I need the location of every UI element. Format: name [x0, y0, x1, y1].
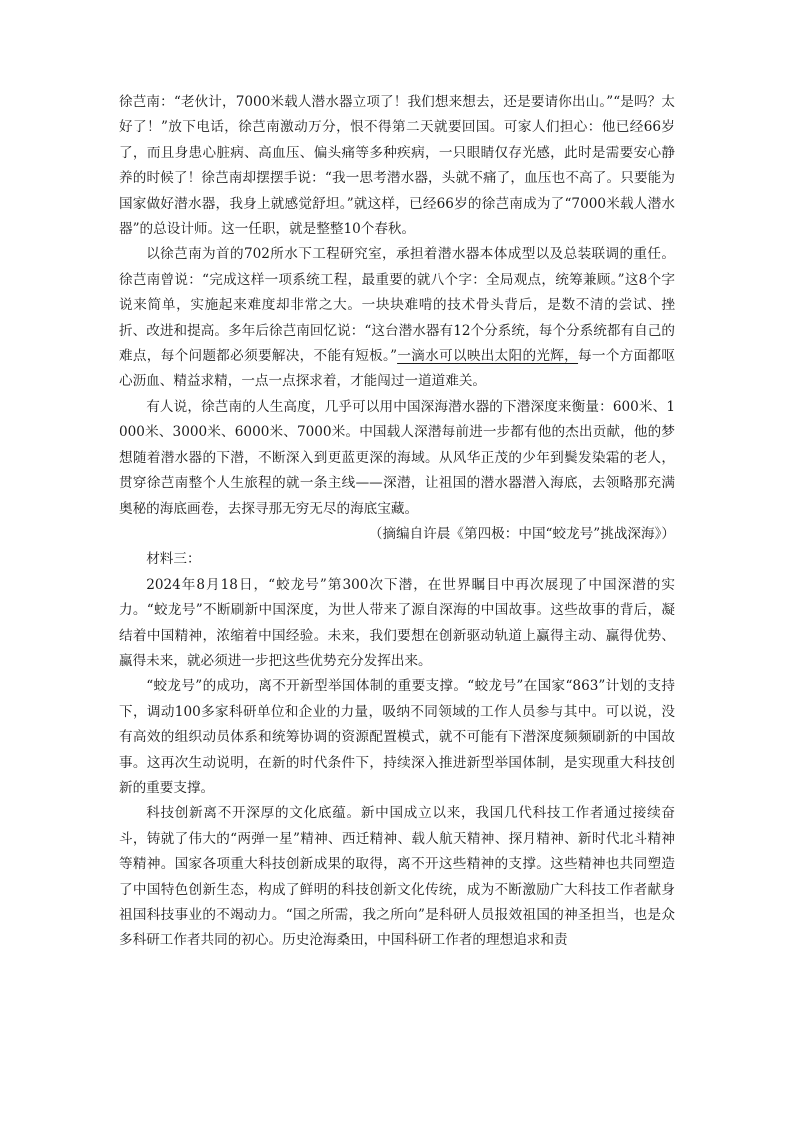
paragraph-2-text-b: 每一个方面都呕心沥血、精益求精，一点一点探求着，才能闯过一道道难关。: [119, 348, 676, 390]
paragraph-2-text-a: 以徐芑南为首的702所水下工程研究室，承担着潜水器本体成型以及总装联调的重任。徐芑南曾说：“完成这样一项系统工程，最重要的就八个字：全局观点，统筹兼顾。”这8个字说来简单，实施起来难度却非常之大。一块块难啃的技术骨头背后，是数不清的尝试、挫折、改进和提高。多年后徐芑南回忆说：“这台潜水器有12个分系统，每个分系统都有自己的难点，每个问题都必须要解决，不能有短板。”: [119, 246, 675, 365]
source-citation: （摘编自许晨《第四极：中国“蛟龙号”挑战深海》）: [368, 525, 675, 542]
paragraph-6: 科技创新离不开深厚的文化底蕴。新中国成立以来，我国几代科技工作者通过接续奋斗，铸就了伟大的“两弹一星”精神、西迁精神、载人航天精神、探月精神、新时代北斗精神等精神。国家各项重大科技创新成果的取得，离不开这些精神的支撑。这些精神也共同塑造了中国特色创新生态，构成了鲜明的科技创新文化传统，成为不断激励广大科技工作者献身祖国科技事业的不竭动力。“国之所需，我之所向”是科研人员报效祖国的神圣担当，也是众多科研工作者共同的初心。历史沧海桑田，中国科研工作者的理想追求和责: [119, 805, 675, 949]
material-three-label: 材料三：: [146, 551, 201, 568]
paragraph-2-underlined-text: 一滴水可以映出太阳的光辉，: [397, 348, 579, 365]
paragraph-2: [119, 242, 675, 394]
paragraph-5: “蛟龙号”的成功，离不开新型举国体制的重要支撑。“蛟龙号”在国家“863”计划的支持下，调动100多家科研单位和企业的力量，吸纳不同领域的工作人员参与其中。可以说，没有高效的组织动员体系和统筹协调的资源配置模式，就不可能有下潜深度频频刷新的中国故事。这再次生动说明，在新的时代条件下，持续深入推进新型举国体制，是实现重大科技创新的重要支撑。: [119, 678, 675, 796]
paragraph-3: 有人说，徐芑南的人生高度，几乎可以用中国深海潜水器的下潜深度来衡量：600米、1000米、3000米、6000米、7000米。中国载人深潜每前进一步都有他的杰出贡献，他的梦想随着潜水器的下潜，不断深入到更蓝更深的海域。从风华正茂的少年到鬓发染霜的老人，贯穿徐芑南整个人生旅程的就一条主线——深潜，让祖国的潜水器潜入海底，去领略那充满奥秘的海底画卷，去探寻那无穷无尽的海底宝藏。: [119, 398, 675, 517]
paragraph-1: 徐芑南：“老伙计，7000米载人潜水器立项了！我们想来想去，还是要请你出山。”“是吗？太好了！”放下电话，徐芑南激动万分，恨不得第二天就要回国。可家人们担心：他已经66岁了，而且身患心脏病、高血压、偏头痛等多种疾病，一只眼睛仅存光感，此时是需要安心静养的时候了！徐芑南却摆摆手说：“我一思考潜水器，头就不痛了，血压也不高了。只要能为国家做好潜水器，我身上就感觉舒坦。”就这样，已经66岁的徐芑南成为了“7000米载人潜水器”的总设计师。这一任职，就是整整10个春秋。: [119, 94, 675, 238]
paragraph-4: 2024年8月18日，“蛟龙号”第300次下潜，在世界瞩目中再次展现了中国深潜的实力。“蛟龙号”不断刷新中国深度，为世人带来了源自深海的中国故事。这些故事的背后，凝结着中国精神，浓缩着中国经验。未来，我们要想在创新驱动轨道上赢得主动、赢得优势、赢得未来，就必须进一步把这些优势充分发挥出来。: [119, 576, 675, 669]
document-page: [119, 90, 675, 954]
